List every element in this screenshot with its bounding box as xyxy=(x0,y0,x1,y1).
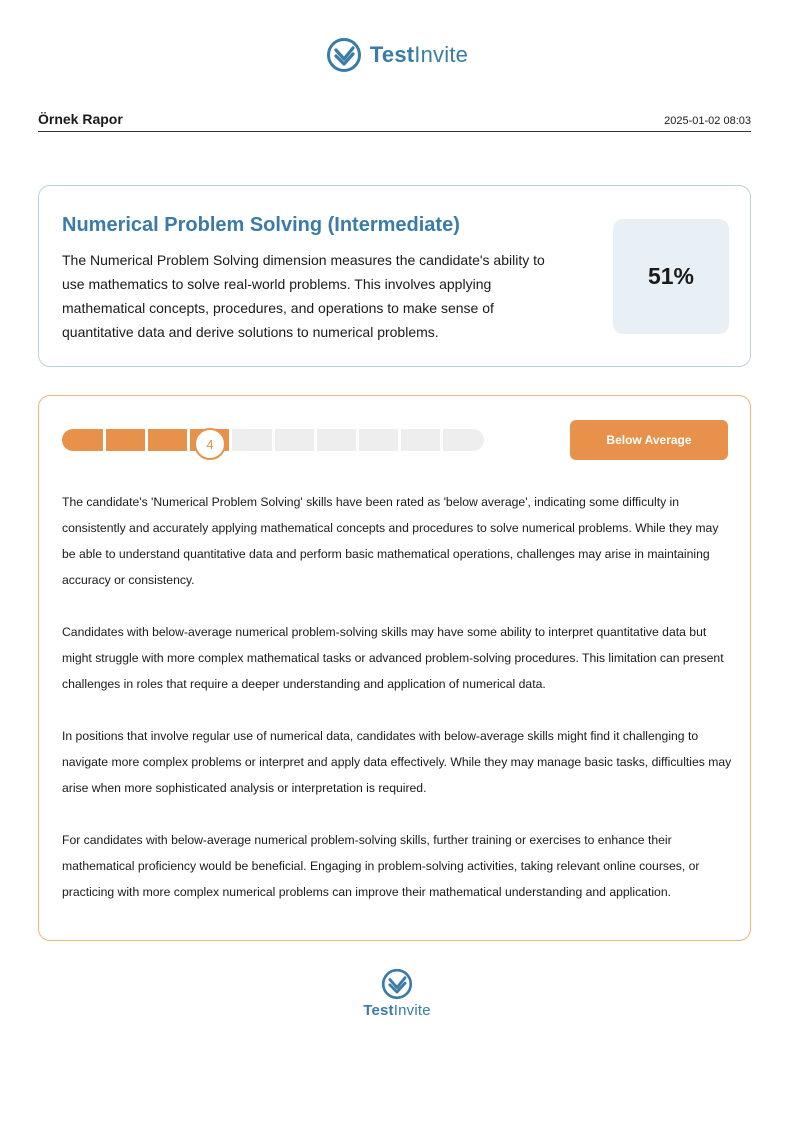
explanation-paragraph: The candidate's 'Numerical Problem Solving' skills have been rated as 'below average', indicating some difficulty in consistently and accurately applying mathematical concepts and procedures to solve numerical problems. While they may be able to understand quantitative data and perform basic mathematical operations, challenges may arise in maintaining accuracy or consistency. xyxy=(62,495,719,587)
top-logo xyxy=(0,37,794,73)
progress-segment xyxy=(273,429,315,451)
explanation-paragraph: In positions that involve regular use of numerical data, candidates with below-average skills might find it challenging to navigate more complex problems or interpret and apply data effectively. While they may manage basic tasks, difficulties may arise when more sophisticated analysis or interpretation is required. xyxy=(62,729,732,795)
progress-segment xyxy=(315,429,357,451)
dimension-description: The Numerical Problem Solving dimension measures the candidate's ability to use mathematics to solve real-world problems. This involves applying mathematical concepts, procedures, and operations to make sense of quantitative data and derive solutions to numerical problems. xyxy=(62,252,545,340)
score-box xyxy=(613,219,729,334)
level-progress-bar xyxy=(62,429,484,451)
level-marker: 4 xyxy=(194,428,226,460)
progress-segment xyxy=(400,429,442,451)
dimension-title: Numerical Problem Solving (Intermediate) xyxy=(62,214,460,236)
bottom-logo xyxy=(0,968,794,1019)
progress-divider xyxy=(187,429,190,451)
logo-wordmark: TestInvite xyxy=(369,42,469,67)
progress-divider xyxy=(272,429,275,451)
progress-segment xyxy=(146,429,188,451)
progress-divider xyxy=(145,429,148,451)
report-date: 2025-01-02 08:03 xyxy=(664,115,751,127)
progress-divider xyxy=(314,429,317,451)
score-value: 51% xyxy=(647,263,695,289)
progress-segment xyxy=(442,429,484,451)
progress-segment xyxy=(231,429,273,451)
report-title: Örnek Rapor xyxy=(38,111,123,127)
progress-divider xyxy=(229,429,232,451)
explanation-paragraph: Candidates with below-average numerical problem-solving skills may have some ability to interpret quantitative data but might struggle with more complex mathematical tasks or advanced problem-solving procedures. This limitation can present challenges in roles that require a deeper understanding and application of numerical data. xyxy=(62,625,724,691)
dimension-card xyxy=(38,185,751,367)
progress-divider xyxy=(440,429,443,451)
logo-wordmark: TestInvite xyxy=(363,1002,431,1019)
report-header xyxy=(38,110,751,132)
progress-segment xyxy=(357,429,399,451)
progress-divider xyxy=(356,429,359,451)
progress-segment xyxy=(62,429,104,451)
rating-explanation xyxy=(62,489,732,931)
testinvite-logo-icon xyxy=(381,968,413,1000)
progress-divider xyxy=(103,429,106,451)
testinvite-logo-icon xyxy=(326,37,362,73)
progress-segment xyxy=(104,429,146,451)
level-badge: Below Average xyxy=(570,420,728,460)
rating-card xyxy=(38,395,751,941)
progress-divider xyxy=(398,429,401,451)
explanation-paragraph: For candidates with below-average numerical problem-solving skills, further training or exercises to enhance their mathematical proficiency would be beneficial. Engaging in problem-solving activities, taking relevant online courses, or practicing with more complex numerical problems can improve their mathematical understanding and application. xyxy=(62,833,700,899)
